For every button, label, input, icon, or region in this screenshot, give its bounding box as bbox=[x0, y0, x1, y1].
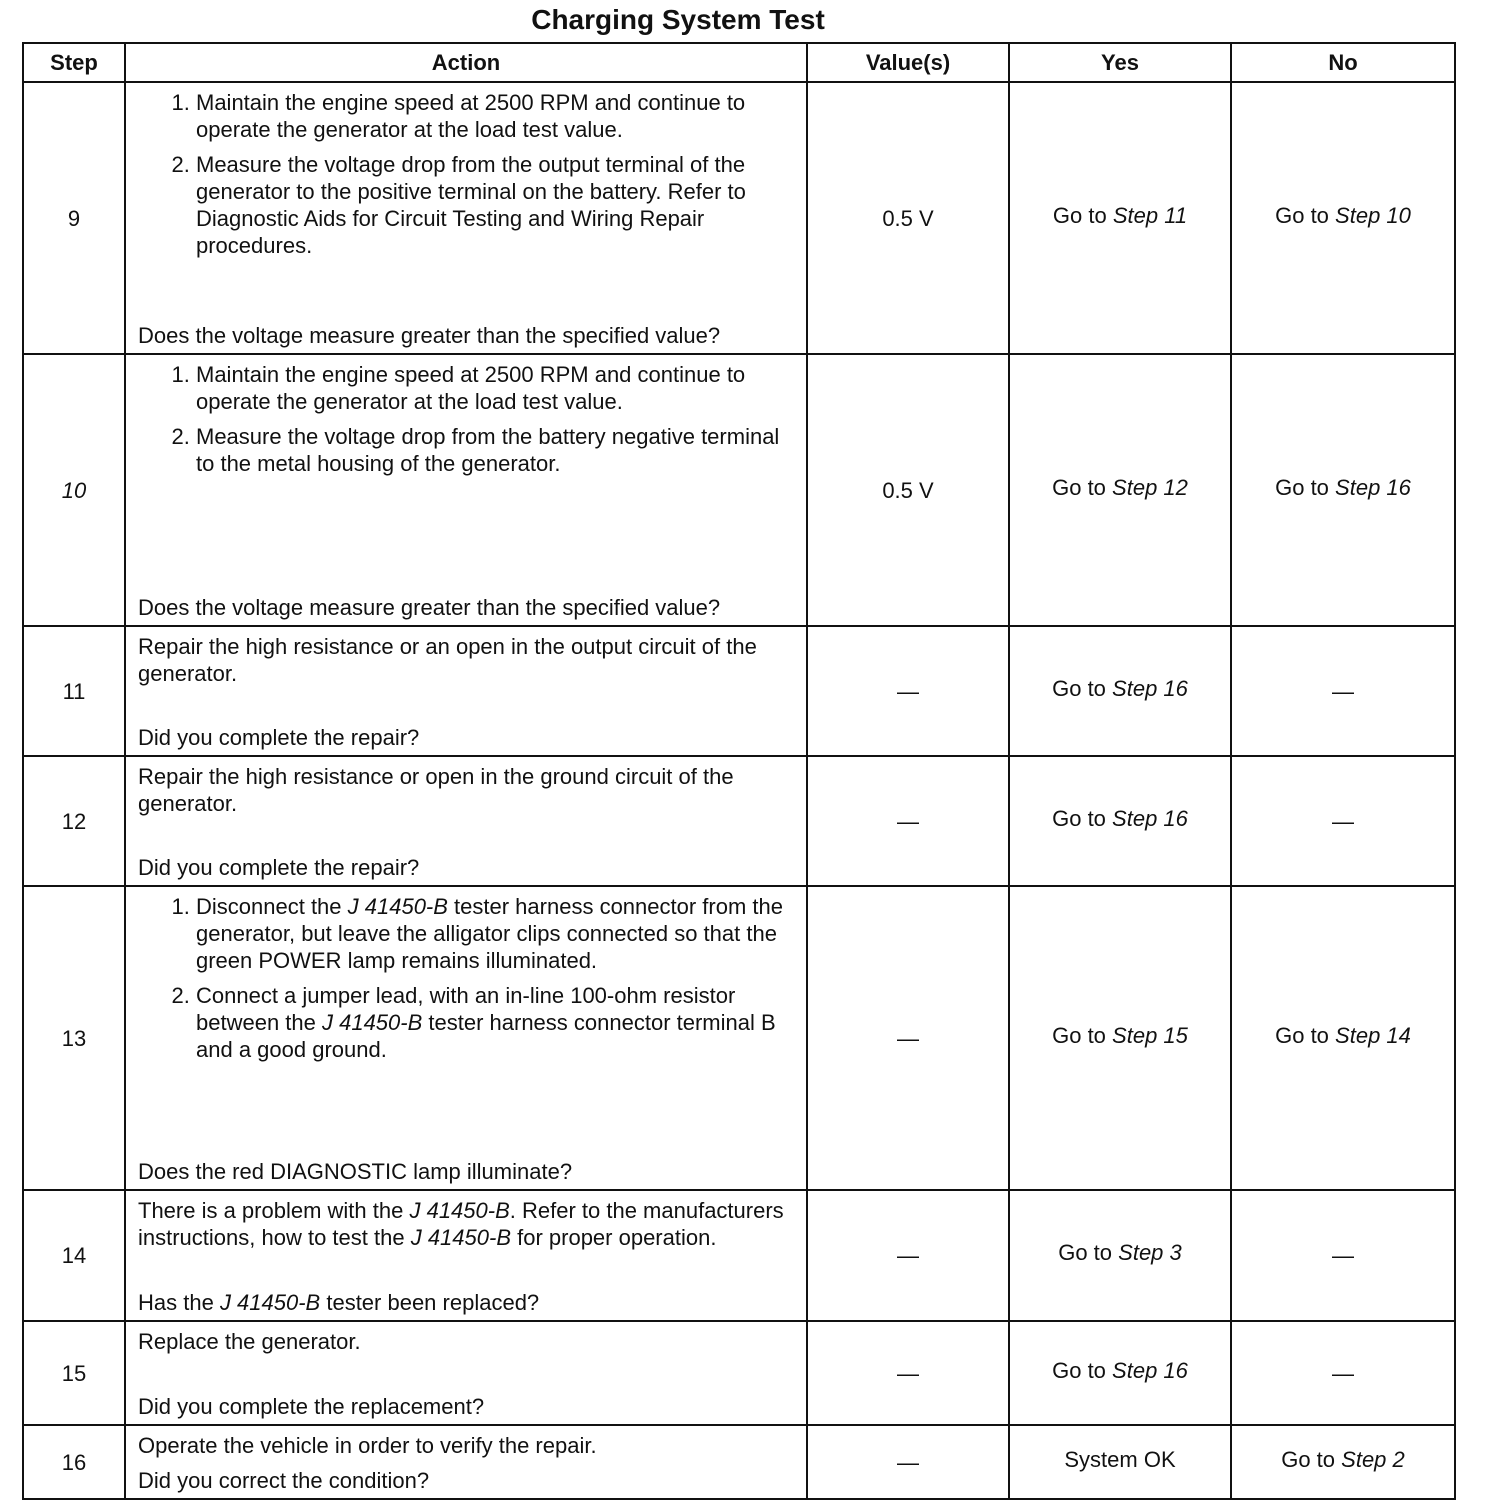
go-to-text: Go to bbox=[1052, 1357, 1106, 1383]
step-reference: Step 10 bbox=[1335, 202, 1411, 228]
action-cell bbox=[125, 756, 807, 886]
yes-cell bbox=[1009, 886, 1231, 1190]
no-cell bbox=[1231, 82, 1455, 354]
action-text: Operate the vehicle in order to verify the repair. bbox=[138, 1433, 597, 1458]
step-number: 11 bbox=[23, 626, 125, 756]
action-list bbox=[138, 361, 796, 485]
table-row-step-10 bbox=[23, 354, 1455, 626]
step-number: 12 bbox=[23, 756, 125, 886]
header-no: No bbox=[1231, 43, 1455, 82]
text-run: tester been replaced? bbox=[320, 1290, 540, 1315]
yes-cell bbox=[1009, 82, 1231, 354]
table-row-step-16 bbox=[23, 1425, 1455, 1499]
step-reference: Step 15 bbox=[1112, 1022, 1188, 1048]
question-text: Does the voltage measure greater than the specified value? bbox=[138, 595, 721, 620]
header-action: Action bbox=[125, 43, 807, 82]
question-text bbox=[138, 1289, 796, 1316]
action-cell bbox=[125, 886, 807, 1190]
question-text: Does the voltage measure greater than the specified value? bbox=[138, 323, 721, 348]
action-list bbox=[138, 89, 796, 267]
step-number: 14 bbox=[23, 1190, 125, 1321]
action-cell bbox=[125, 354, 807, 626]
tool-name: J 41450-B bbox=[321, 1010, 423, 1035]
question-text: Did you complete the repair? bbox=[138, 725, 420, 750]
no-cell bbox=[1231, 886, 1455, 1190]
no-cell: — bbox=[1231, 1321, 1455, 1425]
table-row-step-9 bbox=[23, 82, 1455, 354]
value-cell: — bbox=[807, 886, 1009, 1190]
go-to-text: Go to bbox=[1052, 202, 1107, 228]
text-run: . Refer to the manufacturers instructions, how to test the bbox=[138, 1198, 784, 1250]
tool-name: J 41450-B bbox=[409, 1198, 510, 1223]
step-reference: Step 11 bbox=[1112, 202, 1188, 228]
go-to-text: Go to bbox=[1052, 1022, 1106, 1048]
action-text: Repair the high resistance or an open in the output circuit of the generator. bbox=[138, 634, 757, 686]
step-number: 10 bbox=[23, 354, 125, 626]
action-cell bbox=[125, 1190, 807, 1321]
value-cell: — bbox=[807, 756, 1009, 886]
yes-cell bbox=[1009, 756, 1231, 886]
step-number: 9 bbox=[23, 82, 125, 354]
no-cell bbox=[1231, 354, 1455, 626]
text-run: tester harness connector from the generator, but leave the alligator clips connected so that the green POWER lamp remains illuminated. bbox=[196, 894, 783, 973]
step-reference: Step 16 bbox=[1112, 805, 1188, 831]
action-cell bbox=[125, 1321, 807, 1425]
step-reference: Step 16 bbox=[1335, 474, 1411, 500]
question-text: Did you complete the repair? bbox=[138, 855, 420, 880]
header-values: Value(s) bbox=[807, 43, 1009, 82]
tool-name: J 41450-B bbox=[347, 894, 448, 919]
list-item: 1. Maintain the engine speed at 2500 RPM and continue to operate the generator at the load test value. bbox=[196, 89, 796, 143]
list-item bbox=[196, 982, 796, 1063]
yes-cell bbox=[1009, 1190, 1231, 1321]
text-run: tester harness connector terminal B and a good ground. bbox=[196, 1010, 776, 1062]
go-to-text: Go to bbox=[1275, 474, 1329, 500]
go-to-text: Go to bbox=[1275, 202, 1329, 228]
table-row-step-12 bbox=[23, 756, 1455, 886]
no-cell bbox=[1231, 1425, 1455, 1499]
step-number: 15 bbox=[23, 1321, 125, 1425]
text-run: for proper operation. bbox=[511, 1225, 717, 1250]
page-title: Charging System Test bbox=[531, 4, 825, 35]
go-to-text: Go to bbox=[1058, 1240, 1113, 1265]
question-text: Does the red DIAGNOSTIC lamp illuminate? bbox=[138, 1159, 573, 1184]
value-cell: — bbox=[807, 1321, 1009, 1425]
list-item bbox=[196, 893, 796, 974]
value-cell: — bbox=[807, 1190, 1009, 1321]
action-cell bbox=[125, 626, 807, 756]
table-row-step-13 bbox=[23, 886, 1455, 1190]
step-reference: Step 14 bbox=[1335, 1022, 1411, 1048]
yes-cell bbox=[1009, 354, 1231, 626]
go-to-text: Go to bbox=[1052, 805, 1106, 831]
go-to-text: Go to bbox=[1052, 675, 1106, 701]
action-text: Repair the high resistance or open in the ground circuit of the generator. bbox=[138, 764, 734, 816]
value-cell: — bbox=[807, 1425, 1009, 1499]
text-run: Disconnect the bbox=[196, 894, 348, 919]
step-reference: Step 12 bbox=[1112, 474, 1188, 500]
action-text: Replace the generator. bbox=[138, 1329, 361, 1354]
action-cell bbox=[125, 1425, 807, 1499]
question-text: Did you complete the replacement? bbox=[138, 1394, 485, 1419]
no-cell: — bbox=[1231, 626, 1455, 756]
go-to-text: Go to bbox=[1281, 1446, 1336, 1472]
step-reference: Step 3 bbox=[1118, 1240, 1182, 1265]
tool-name: J 41450-B bbox=[410, 1225, 511, 1250]
text-run: Connect a jumper lead, with an in-line 100-ohm resistor between the bbox=[196, 983, 736, 1035]
list-item: 2. Measure the voltage drop from the output terminal of the generator to the positive terminal on the battery. Refer to Diagnostic Aids for Circuit Testing and Wiring Repair procedures. bbox=[196, 151, 796, 259]
table-row-step-14 bbox=[23, 1190, 1455, 1321]
no-cell: — bbox=[1231, 1190, 1455, 1321]
yes-cell bbox=[1009, 1321, 1231, 1425]
step-reference: Step 16 bbox=[1112, 675, 1188, 701]
charging-system-test-table bbox=[22, 42, 1456, 1500]
no-cell: — bbox=[1231, 756, 1455, 886]
text-run: Has the bbox=[138, 1290, 220, 1315]
action-cell bbox=[125, 82, 807, 354]
table-row-step-15 bbox=[23, 1321, 1455, 1425]
step-reference: Step 2 bbox=[1341, 1446, 1405, 1472]
action-list bbox=[138, 893, 796, 1071]
yes-cell bbox=[1009, 626, 1231, 756]
yes-cell: System OK bbox=[1009, 1425, 1231, 1499]
value-cell: — bbox=[807, 626, 1009, 756]
text-run: There is a problem with the bbox=[138, 1198, 410, 1223]
go-to-text: Go to bbox=[1275, 1022, 1329, 1048]
header-yes: Yes bbox=[1009, 43, 1231, 82]
value-cell: 0.5 V bbox=[807, 82, 1009, 354]
value-cell: 0.5 V bbox=[807, 354, 1009, 626]
table-row-step-11 bbox=[23, 626, 1455, 756]
go-to-text: Go to bbox=[1052, 474, 1106, 500]
tool-name: J 41450-B bbox=[219, 1290, 321, 1315]
step-reference: Step 16 bbox=[1112, 1357, 1188, 1383]
question-text: Did you correct the condition? bbox=[138, 1468, 430, 1493]
step-number: 13 bbox=[23, 886, 125, 1190]
list-item: 2. Measure the voltage drop from the battery negative terminal to the metal housing of the generator. bbox=[196, 423, 796, 477]
list-item: 1. Maintain the engine speed at 2500 RPM and continue to operate the generator at the load test value. bbox=[196, 361, 796, 415]
action-text bbox=[138, 1197, 796, 1251]
header-row bbox=[23, 43, 1455, 82]
step-number: 16 bbox=[23, 1425, 125, 1499]
header-step: Step bbox=[23, 43, 125, 82]
